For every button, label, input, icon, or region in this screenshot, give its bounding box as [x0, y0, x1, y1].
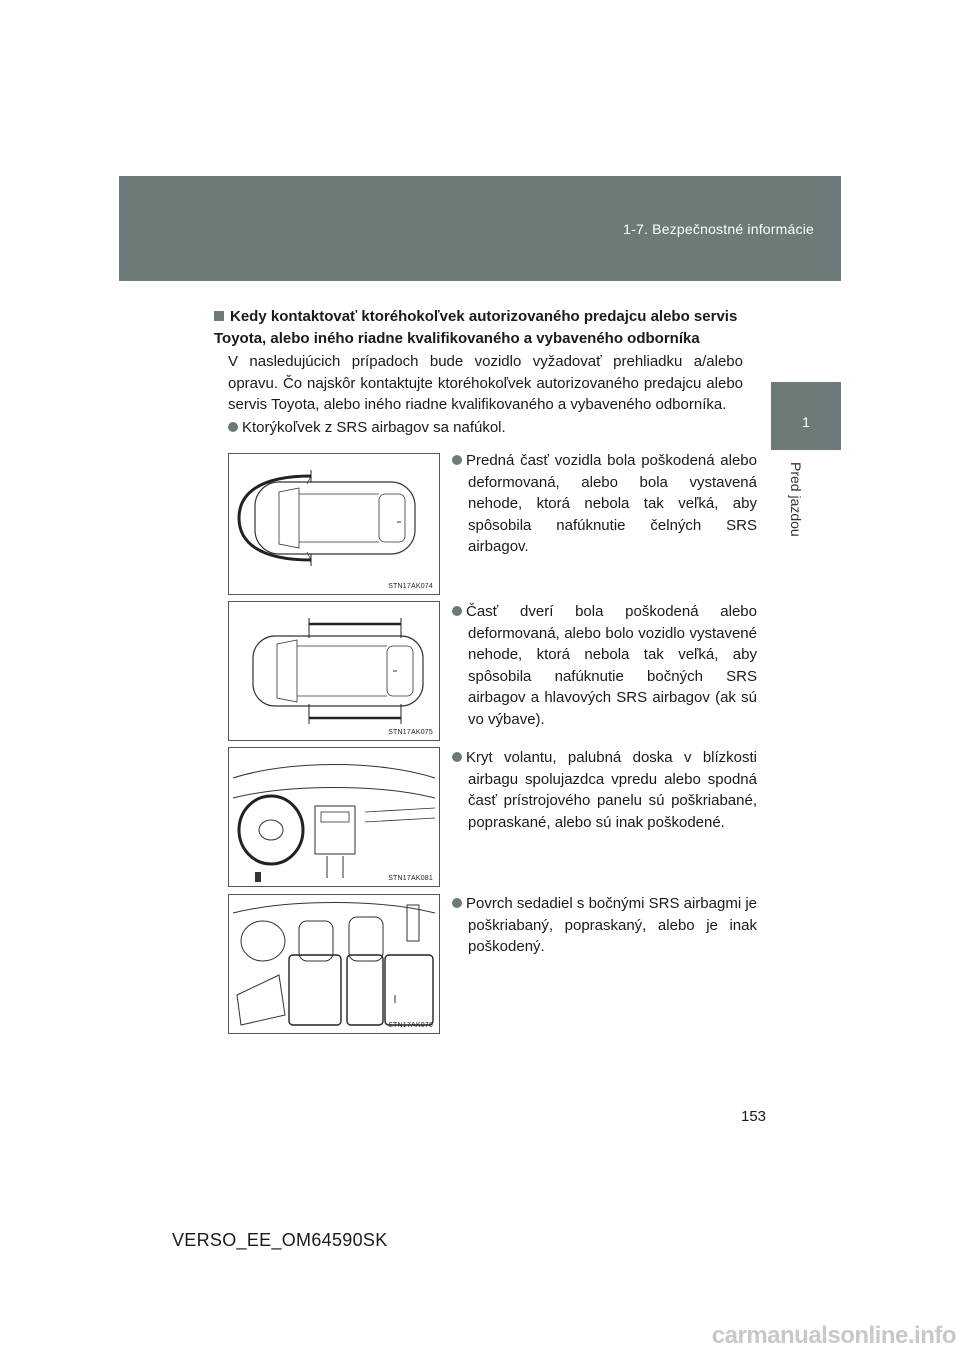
bullet-text: Kryt volantu, palubná doska v blízkosti airbagu spolujazdca vpredu alebo spodná časť prístrojového panelu sú poškriabané, popraskané, alebo sú inak poškodené. [466, 749, 757, 831]
bullet-dot-icon [228, 422, 238, 432]
figure-dashboard [228, 747, 440, 887]
watermark: carmanualsonline.info [711, 1322, 956, 1349]
car-top-side-icon [229, 602, 439, 740]
figure-code: STN17AK076 [388, 1022, 433, 1029]
section-title: 1-7. Bezpečnostné informácie [623, 221, 814, 237]
section-heading [214, 306, 754, 350]
car-top-front-icon [229, 454, 439, 594]
bullet-text: Časť dverí bola poškodená alebo deformovaná, alebo bolo vozidlo vystavené nehode, ktorá nebola tak veľká, aby spôsobila nafúknutie bočných SRS airbagov a hlavových SRS airbagov (ak sú vo výbave). [466, 603, 757, 728]
figure-front-damage [228, 453, 440, 595]
chapter-label [786, 462, 806, 562]
bullet-dot-icon [452, 455, 462, 465]
bullet-dot-icon [452, 606, 462, 616]
bullet-text: Ktorýkoľvek z SRS airbagov sa nafúkol. [242, 419, 506, 436]
figure-code: STN17AK074 [388, 583, 433, 590]
square-bullet-icon [214, 311, 224, 321]
figure-seats [228, 894, 440, 1034]
bullet-airbag-deployed [228, 417, 748, 439]
figure-code: STN17AK081 [388, 875, 433, 882]
intro-paragraph: V nasledujúcich prípadoch bude vozidlo vyžadovať prehliadku a/alebo opravu. Čo najskôr kontaktujte ktoréhokoľvek autorizovaného predajcu alebo servis Toyota, alebo iného riadne kvalifikovaného a vybaveného odborníka. [228, 353, 743, 413]
page-number: 153 [741, 1108, 767, 1125]
bullet-dot-icon [452, 898, 462, 908]
seats-icon [229, 895, 439, 1033]
bullet-front-damage [452, 450, 757, 558]
bullet-text: Povrch sedadiel s bočnými SRS airbagmi je poškriabaný, popraskaný, alebo je inak poškodený. [466, 895, 757, 955]
chapter-number: 1 [802, 414, 810, 430]
figure-door-damage [228, 601, 440, 741]
bullet-dashboard-damage [452, 747, 757, 833]
chapter-label-text: Pred jazdou [788, 462, 804, 537]
heading-text: Kedy kontaktovať ktoréhokoľvek autorizovaného predajcu alebo servis Toyota, alebo iného riadne kvalifikovaného a vybaveného odborníka [214, 308, 738, 347]
bullet-text: Predná časť vozidla bola poškodená alebo deformovaná, alebo bola vystavená nehode, ktorá nebola tak veľká, aby spôsobila nafúknutie čelných SRS airbagov. [466, 452, 757, 555]
bullet-door-damage [452, 601, 757, 730]
bullet-dot-icon [452, 752, 462, 762]
document-code: VERSO_EE_OM64590SK [172, 1230, 388, 1250]
figure-code: STN17AK075 [388, 729, 433, 736]
bullet-seat-damage [452, 893, 757, 958]
dashboard-icon [229, 748, 439, 886]
chapter-tab[interactable] [771, 382, 841, 450]
